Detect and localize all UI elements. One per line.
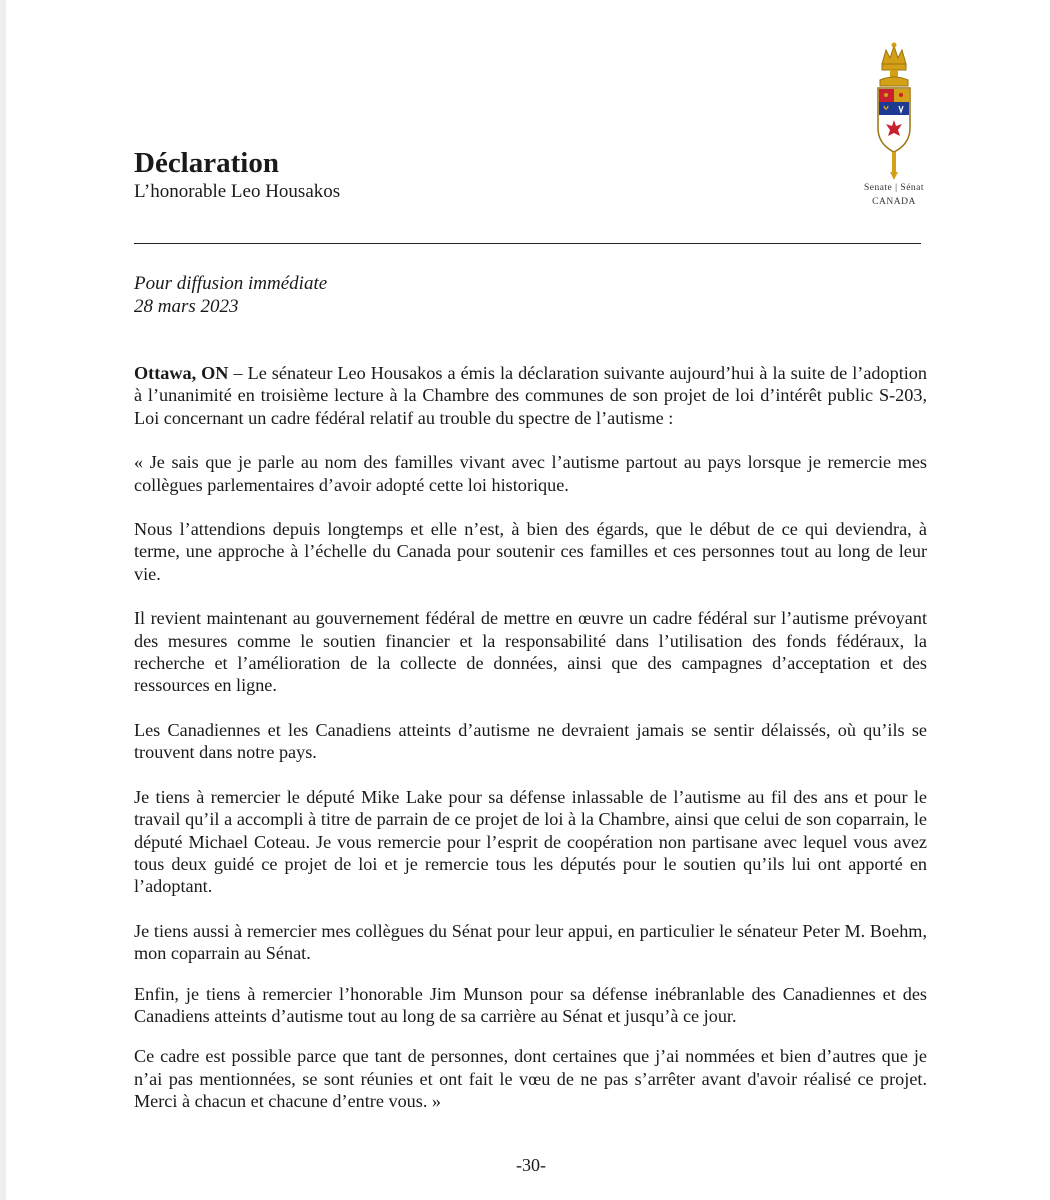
dateline-place: Ottawa, ON <box>134 363 229 383</box>
release-date: 28 mars 2023 <box>134 296 239 317</box>
logo-text-senate: Senate | Sénat <box>863 183 925 193</box>
lead-text: – Le sénateur Leo Housakos a émis la déclaration suivante aujourd’hui à la suite de l’adoption à l’unanimité en troisième lecture à la Chambre des communes de son projet de loi d’intérêt public S-203, Loi concernant un cadre fédéral relatif au trouble du spectre de l’autisme : <box>134 363 927 428</box>
paragraph: Nous l’attendions depuis longtemps et elle n’est, à bien des égards, que le début de ce qui deviendra, à terme, une approche à l’échelle du Canada pour soutenir ces familles et ces personnes tout au long de leur vie. <box>134 519 927 584</box>
paragraph: Je tiens à remercier le député Mike Lake pour sa défense inlassable de l’autisme au fil des ans et pour le travail qu’il a accompli à titre de parrain de ce projet de loi à la Chambre, ainsi que celui de son coparrain, le député Michael Coteau. Je vous remercie pour l’esprit de coopération non partisane avec lequel vous avez tous deux guidé ce projet de loi et je remercie tous les députés pour le soutien qu’ils lui ont apporté en l’adoptant. <box>134 786 927 897</box>
senate-mace-emblem-icon <box>864 40 924 180</box>
senate-logo <box>854 40 934 208</box>
paragraph: Enfin, je tiens à remercier l’honorable Jim Munson pour sa défense inébranlable des Canadiennes et des Canadiens atteints d’autisme tout au long de sa carrière au Sénat et jusqu’à ce jour. <box>134 983 927 1026</box>
paragraph: Je tiens aussi à remercier mes collègues du Sénat pour leur appui, en particulier le sénateur Peter M. Boehm, mon coparrain au Sénat. <box>134 920 927 964</box>
release-label: Pour diffusion immédiate <box>134 273 328 294</box>
header-divider <box>134 243 921 244</box>
statement-body <box>134 362 927 1135</box>
document-subtitle: L’honorable Leo Housakos <box>134 181 341 202</box>
document-title: Déclaration <box>134 147 279 179</box>
end-marker: -30- <box>516 1155 546 1175</box>
paragraph: Les Canadiennes et les Canadiens atteints d’autisme ne devraient jamais se sentir délaissés, où qu’ils se trouvent dans notre pays. <box>134 719 927 763</box>
paragraph: Ce cadre est possible parce que tant de personnes, dont certaines que j’ai nommées et bien d’autres que je n’ai pas mentionnées, se sont réunies et ont fait le vœu de ne pas s’arrêter avant d'avoir réalisé ce projet. Merci à chacun et chacune d’entre vous. » <box>134 1046 927 1112</box>
paragraph: « Je sais que je parle au nom des familles vivant avec l’autisme partout au pays lorsque je remercie mes collègues parlementaires d’avoir adopté cette loi historique. <box>134 452 927 495</box>
paragraph: Il revient maintenant au gouvernement fédéral de mettre en œuvre un cadre fédéral sur l’autisme prévoyant des mesures comme le soutien financier et la responsabilité dans l’utilisation des fonds fédéraux, la recherche et l’amélioration de la collecte de données, ainsi que des campagnes d’acceptation et des ressources en ligne. <box>134 608 927 696</box>
release-info <box>134 272 327 318</box>
lead-paragraph <box>134 362 927 429</box>
logo-text-canada: CANADA <box>872 197 916 207</box>
